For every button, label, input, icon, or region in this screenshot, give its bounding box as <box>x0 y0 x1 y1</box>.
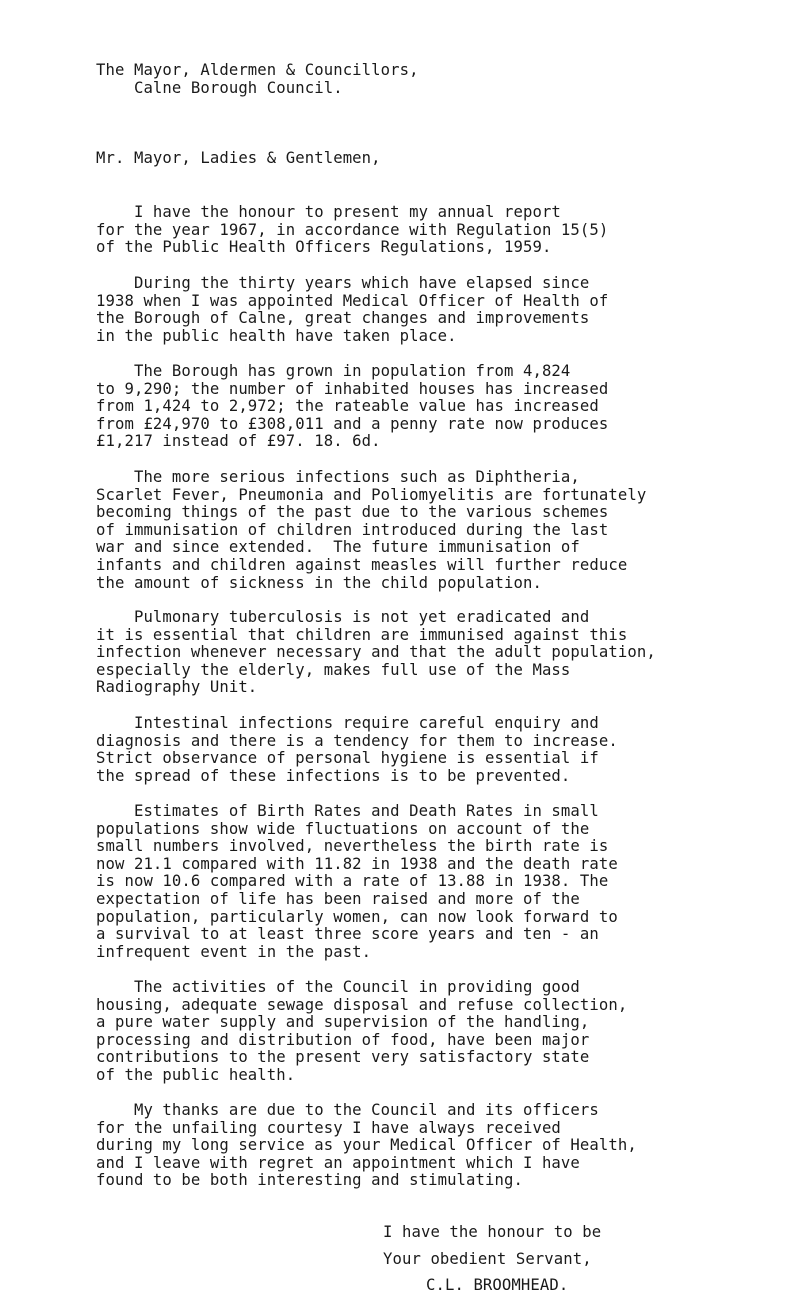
paragraph-thanks: My thanks are due to the Council and its officers for the unfailing courtesy I have always received during my long service as your Medical Officer of Health, and I leave with regret an appointment which I have found to be both interesting and stimulating. <box>96 1101 637 1190</box>
paragraph-birth-death-rates: Estimates of Birth Rates and Death Rates in small populations show wide fluctuations on account of the small numbers involved, nevertheless the birth rate is now 21.1 compared with 11.82 in 1938 and the death rate is now 10.6 compared with a rate of 13.88 in 1938. The expectation of life has been raised and more of the population, particularly women, can now look forward to a survival to at least three score years and ten - an infrequent event in the past. <box>96 802 618 961</box>
paragraph-thirty-years: During the thirty years which have elapsed since 1938 when I was appointed Medical Officer of Health of the Borough of Calne, great changes and improvements in the public health have taken place. <box>96 274 609 345</box>
paragraph-intestinal: Intestinal infections require careful enquiry and diagnosis and there is a tendency for them to increase. Strict observance of personal hygiene is essential if the spread of these infections is to be prevented. <box>96 714 618 785</box>
closing-line-2: Your obedient Servant, <box>383 1250 592 1268</box>
paragraph-tuberculosis: Pulmonary tuberculosis is not yet eradicated and it is essential that children are immunised against this infection whenever necessary and that the adult population, especially the elderly, makes full use of the Mass Radiography Unit. <box>96 608 656 697</box>
paragraph-borough-growth: The Borough has grown in population from 4,824 to 9,290; the number of inhabited houses has increased from 1,424 to 2,972; the rateable value has increased from £24,970 to £308,011 and a penny rate now produces £1,217 instead of £97. 18. 6d. <box>96 362 609 451</box>
addressee-line-1: The Mayor, Aldermen & Councillors, <box>96 61 419 79</box>
closing-line-1: I have the honour to be <box>383 1223 602 1241</box>
paragraph-council-activities: The activities of the Council in providing good housing, adequate sewage disposal and refuse collection, a pure water supply and supervision of the handling, processing and distribution of food, have been major contributions to the present very satisfactory state of the public health. <box>96 978 628 1084</box>
signature: C.L. BROOMHEAD. <box>426 1276 569 1294</box>
salutation: Mr. Mayor, Ladies & Gentlemen, <box>96 149 381 167</box>
paragraph-report-intro: I have the honour to present my annual report for the year 1967, in accordance with Regulation 15(5) of the Public Health Officers Regulations, 1959. <box>96 203 609 257</box>
addressee-line-2: Calne Borough Council. <box>96 79 343 97</box>
paragraph-infections: The more serious infections such as Diphtheria, Scarlet Fever, Pneumonia and Poliomyelitis are fortunately becoming things of the past due to the various schemes of immunisation of children introduced during the last war and since extended. The future immunisation of infants and children against measles will further reduce the amount of sickness in the child population. <box>96 468 647 592</box>
